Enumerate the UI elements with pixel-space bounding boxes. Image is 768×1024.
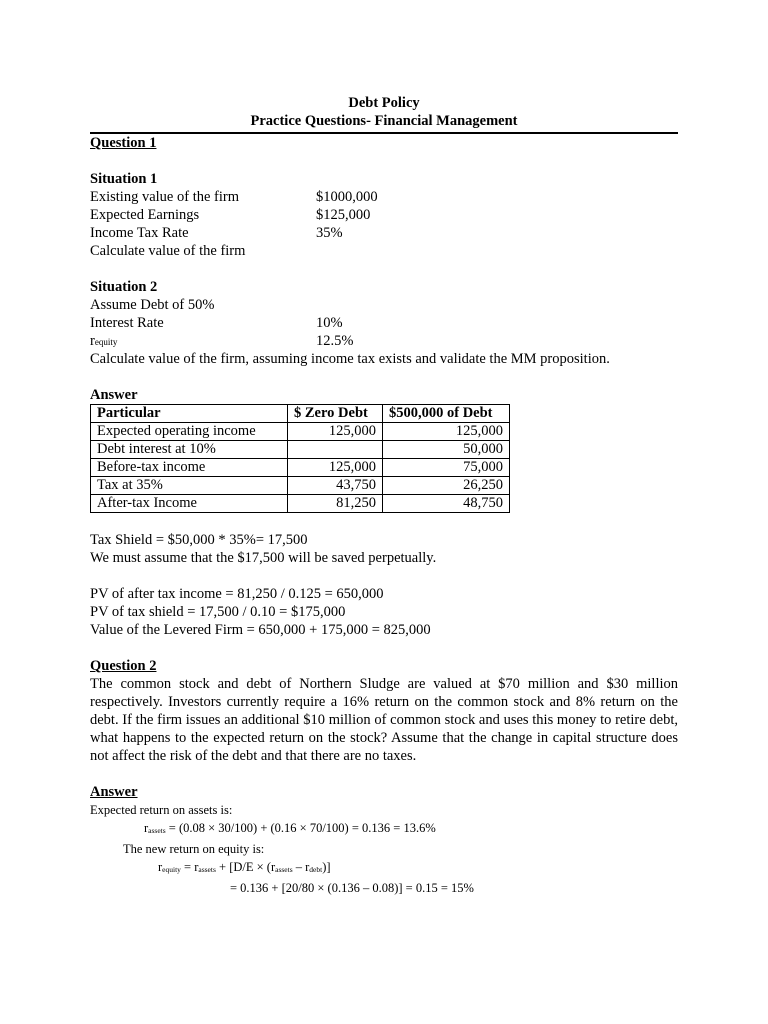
table-cell: 81,250 — [288, 495, 383, 513]
table-header-row — [91, 405, 510, 423]
levered-value-line: Value of the Levered Firm = 650,000 + 175,000 = 825,000 — [90, 622, 431, 638]
row-value: 35% — [316, 225, 343, 241]
question-2-heading: Question 2 — [90, 658, 157, 674]
situation-1-row — [90, 188, 678, 206]
situation-1-title: Situation 1 — [90, 171, 158, 187]
row-value: $1000,000 — [316, 189, 378, 205]
table-row — [91, 459, 510, 477]
row-value: $125,000 — [316, 207, 371, 223]
table-row — [91, 477, 510, 495]
answer-2-line-2: The new return on equity is: — [123, 842, 265, 856]
table-row — [91, 495, 510, 513]
document-subtitle: Practice Questions- Financial Management — [250, 113, 518, 129]
pv-after-tax-line: PV of after tax income = 81,250 / 0.125 = 650,000 — [90, 586, 384, 602]
situation-2-title: Situation 2 — [90, 279, 158, 295]
row-value: 12.5% — [316, 333, 354, 349]
interest-rate-row — [90, 314, 678, 332]
answer-2-heading: Answer — [90, 784, 138, 800]
perpetual-assumption-line: We must assume that the $17,500 will be saved perpetually. — [90, 550, 437, 566]
table-cell: 125,000 — [383, 423, 510, 441]
table-cell: 26,250 — [383, 477, 510, 495]
situation-1-row — [90, 224, 678, 242]
document-title: Debt Policy — [348, 95, 420, 111]
table-cell: 50,000 — [383, 441, 510, 459]
table-cell: Before-tax income — [91, 459, 288, 477]
table-cell: 125,000 — [288, 423, 383, 441]
pv-tax-shield-line: PV of tax shield = 17,500 / 0.10 = $175,000 — [90, 604, 346, 620]
situation-1-row — [90, 242, 678, 260]
table-row — [91, 441, 510, 459]
table-cell: After-tax Income — [91, 495, 288, 513]
debt-assumption: Assume Debt of 50% — [90, 297, 215, 313]
situation-1-rows — [90, 188, 678, 260]
row-label: Expected Earnings — [90, 207, 200, 223]
requity-row — [90, 332, 678, 350]
table-cell — [288, 441, 383, 459]
table-cell: Debt interest at 10% — [91, 441, 288, 459]
situation-1-row — [90, 206, 678, 224]
question-2-text: The common stock and debt of Northern Sludge are valued at $70 million and $30 million respectively. Investors currently require a 16% return on the common stock and 8% return on the debt. If the firm issues an additional $10 million of common stock and uses this money to retire debt, what happens to the expected return on the stock? Assume that the change in capital structure does not affect the risk of the debt and that there are no taxes. — [90, 676, 678, 764]
document-page — [90, 94, 678, 897]
table-cell: Tax at 35% — [91, 477, 288, 495]
row-label: Interest Rate — [90, 315, 164, 331]
table-row — [91, 423, 510, 441]
table-header: $ Zero Debt — [288, 405, 383, 423]
row-label: Income Tax Rate — [90, 225, 189, 241]
row-label: Existing value of the firm — [90, 189, 239, 205]
answer-2-line-1: Expected return on assets is: — [90, 803, 233, 817]
row-value: 10% — [316, 315, 343, 331]
income-table — [90, 404, 510, 513]
situation-2-instruction: Calculate value of the firm, assuming income tax exists and validate the MM proposition. — [90, 351, 610, 367]
table-header: $500,000 of Debt — [383, 405, 510, 423]
table-header: Particular — [91, 405, 288, 423]
equity-return-result: = 0.136 + [20/80 × (0.136 – 0.08)] = 0.15 = 15% — [230, 881, 474, 895]
row-label: requity — [90, 333, 118, 349]
table-cell: 75,000 — [383, 459, 510, 477]
answer-1-heading: Answer — [90, 387, 138, 403]
table-cell: 125,000 — [288, 459, 383, 477]
question-1-heading: Question 1 — [90, 135, 157, 151]
table-cell: Expected operating income — [91, 423, 288, 441]
table-cell: 48,750 — [383, 495, 510, 513]
table-cell: 43,750 — [288, 477, 383, 495]
row-label: Calculate value of the firm — [90, 243, 246, 259]
assets-return-formula: rassets = (0.08 × 30/100) + (0.16 × 70/100) = 0.136 = 13.6% — [144, 821, 436, 835]
equity-return-formula: requity = rassets + [D/E × (rassets – rdebt)] — [158, 860, 331, 874]
tax-shield-line: Tax Shield = $50,000 * 35%= 17,500 — [90, 532, 308, 548]
